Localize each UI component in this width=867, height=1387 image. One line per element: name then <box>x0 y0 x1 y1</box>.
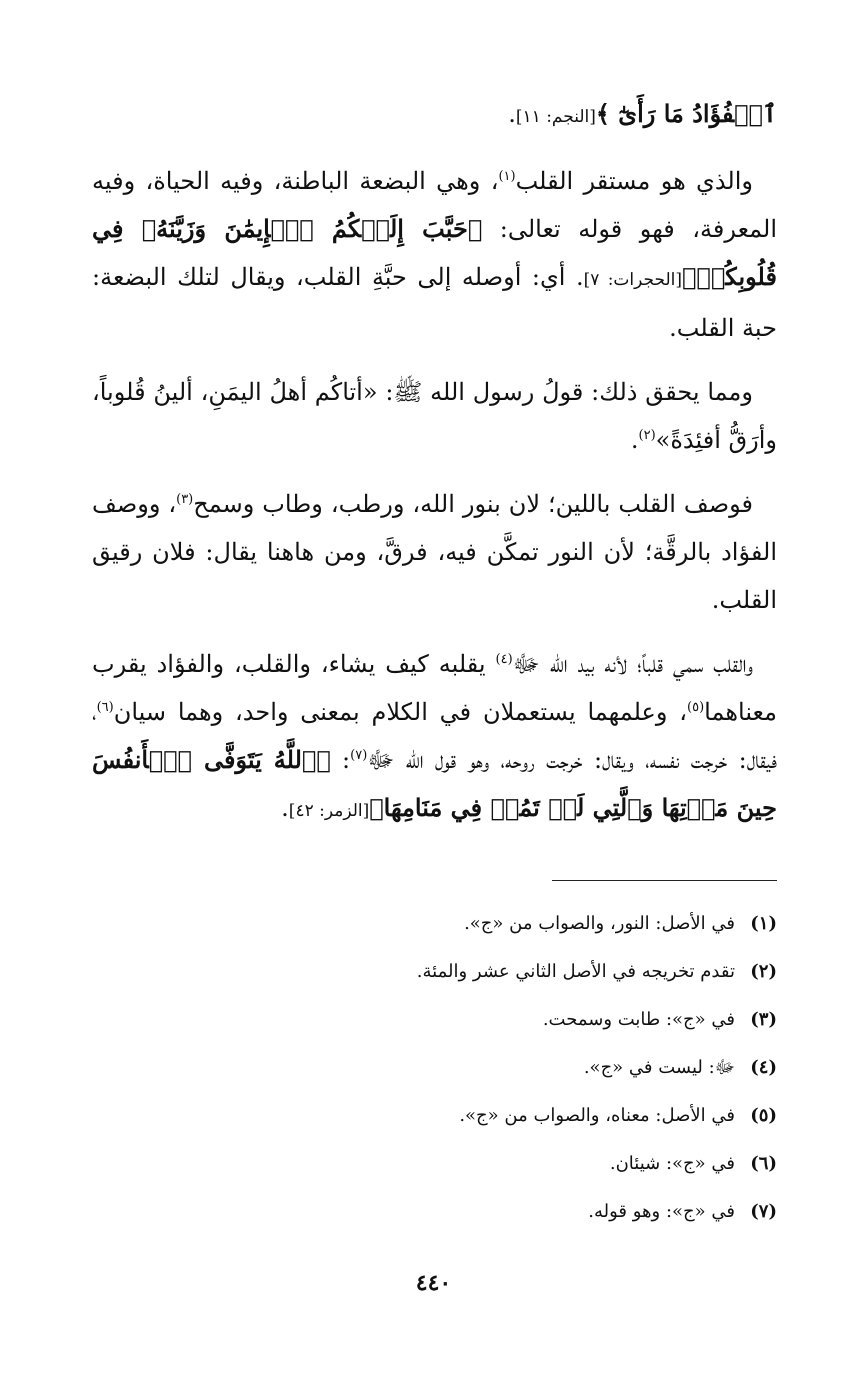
text-run: ، وهي البضعة الباطنة، وفيه الحياة، وفيه المعرفة، فهو قوله تعالى: <box>92 167 777 243</box>
footnote-item <box>92 1092 777 1140</box>
verse-reference: [الزمر: ٤٢] <box>288 801 370 821</box>
verse-reference: [الحجرات: ٧] <box>583 270 683 290</box>
footnote-text: في الأصل: النور، والصواب من «ج». <box>464 913 735 934</box>
footnote-text: تقدم تخريجه في الأصل الثاني عشر والمئة. <box>416 961 735 982</box>
footnote-marker: (٤) <box>495 652 513 667</box>
text-run: فوصف القلب باللين؛ لان بنور الله، ورطب، وطاب وسمح <box>193 490 754 518</box>
footnote-number: (٢) <box>750 961 777 982</box>
footnote-marker: (١) <box>498 169 516 184</box>
footnote-number: (٧) <box>750 1201 777 1222</box>
page-number: ٤٤٠ <box>415 1270 452 1296</box>
text-run: : <box>330 746 351 774</box>
footnote-marker: (٢) <box>638 428 656 443</box>
footnote-text: في «ج»: شيئان. <box>609 1153 735 1174</box>
main-text <box>92 90 777 851</box>
footnote-number: (٦) <box>750 1153 777 1174</box>
text-run: ، وعلمهما يستعملان في الكلام بمعنى واحد، وهما سيان <box>113 698 688 726</box>
footnote-number: (٤) <box>750 1057 777 1078</box>
paragraph <box>92 90 777 141</box>
footnote-text: في الأصل: معناه، والصواب من «ج». <box>459 1105 735 1126</box>
footnote-text: في «ج»: وهو قوله. <box>588 1201 735 1222</box>
footnote-item <box>92 996 777 1044</box>
text-run: . أي: أوصله إلى حبَّةِ القلب، ويقال لتلك البضعة: حبة القلب. <box>92 263 777 342</box>
footnotes-list <box>92 900 777 1236</box>
text-run: يقلبه كيف يشاء، والقلب، والفؤاد يقرب معناهما <box>92 650 777 726</box>
paragraph <box>92 480 777 624</box>
footnote-item <box>92 948 777 996</box>
footnote-marker: (٦) <box>96 700 114 715</box>
footnote-item <box>92 1140 777 1188</box>
text-run: ومما يحقق ذلك: قولُ رسول الله ﷺ: «أتاكُم أهلُ اليمَنِ، ألينُ قُلوباً، وأرَقُّ أفئِدَةً» <box>92 378 777 454</box>
quran-verse: ﴿حَبَّبَ إِلَيۡكُمُ ٱلۡإِيمَٰنَ وَزَيَّنَهُۥ فِي قُلُوبِكُمۡ﴾ <box>92 214 777 291</box>
footnote-item <box>92 1044 777 1092</box>
text-run: والذي هو مستقر القلب <box>515 167 753 195</box>
text-run: . <box>630 426 639 454</box>
footnote-marker: (٣) <box>176 492 194 507</box>
text-run: . <box>508 100 516 128</box>
footnote-text: في «ج»: طابت وسمحت. <box>542 1009 735 1030</box>
paragraph <box>92 157 777 352</box>
footnote-number: (٣) <box>750 1009 777 1030</box>
footnote-number: (٥) <box>750 1105 777 1126</box>
footnote-item <box>92 900 777 948</box>
footnote-item <box>92 1188 777 1236</box>
quran-verse: ﴿ٱللَّهُ يَتَوَفَّى ٱلۡأَنفُسَ حِينَ مَوۡتِهَا وَٱلَّتِي لَمۡ تَمُتۡ فِي مَنَامِهَا﴾ <box>92 745 777 822</box>
text-run: . <box>281 794 289 822</box>
footnote-separator <box>552 880 777 881</box>
paragraph <box>92 640 777 835</box>
verse-reference: [النجم: ١١] <box>515 107 596 127</box>
footnote-marker: (٥) <box>687 700 705 715</box>
text-run: ، فيقال: خرجت نفسه، ويقال: خرجت روحه، وهو قول الله ﷻ <box>92 698 778 774</box>
footnote-number: (١) <box>750 913 777 934</box>
text-run: والقلب سمي قلباً؛ لأنه بيد الله ﷻ <box>512 650 753 678</box>
quran-verse: ٱلۡفُؤَادُ مَا رَأَىٰٓ ﴾ <box>595 99 777 128</box>
paragraph <box>92 368 777 464</box>
text-run: ، ووصف الفؤاد بالرقَّة؛ لأن النور تمكَّن فيه، فرقَّ، ومن هاهنا يقال: فلان رقيق القلب. <box>92 490 777 614</box>
footnote-text: ﷻ: ليست في «ج». <box>583 1057 735 1078</box>
footnote-marker: (٧) <box>350 748 368 763</box>
